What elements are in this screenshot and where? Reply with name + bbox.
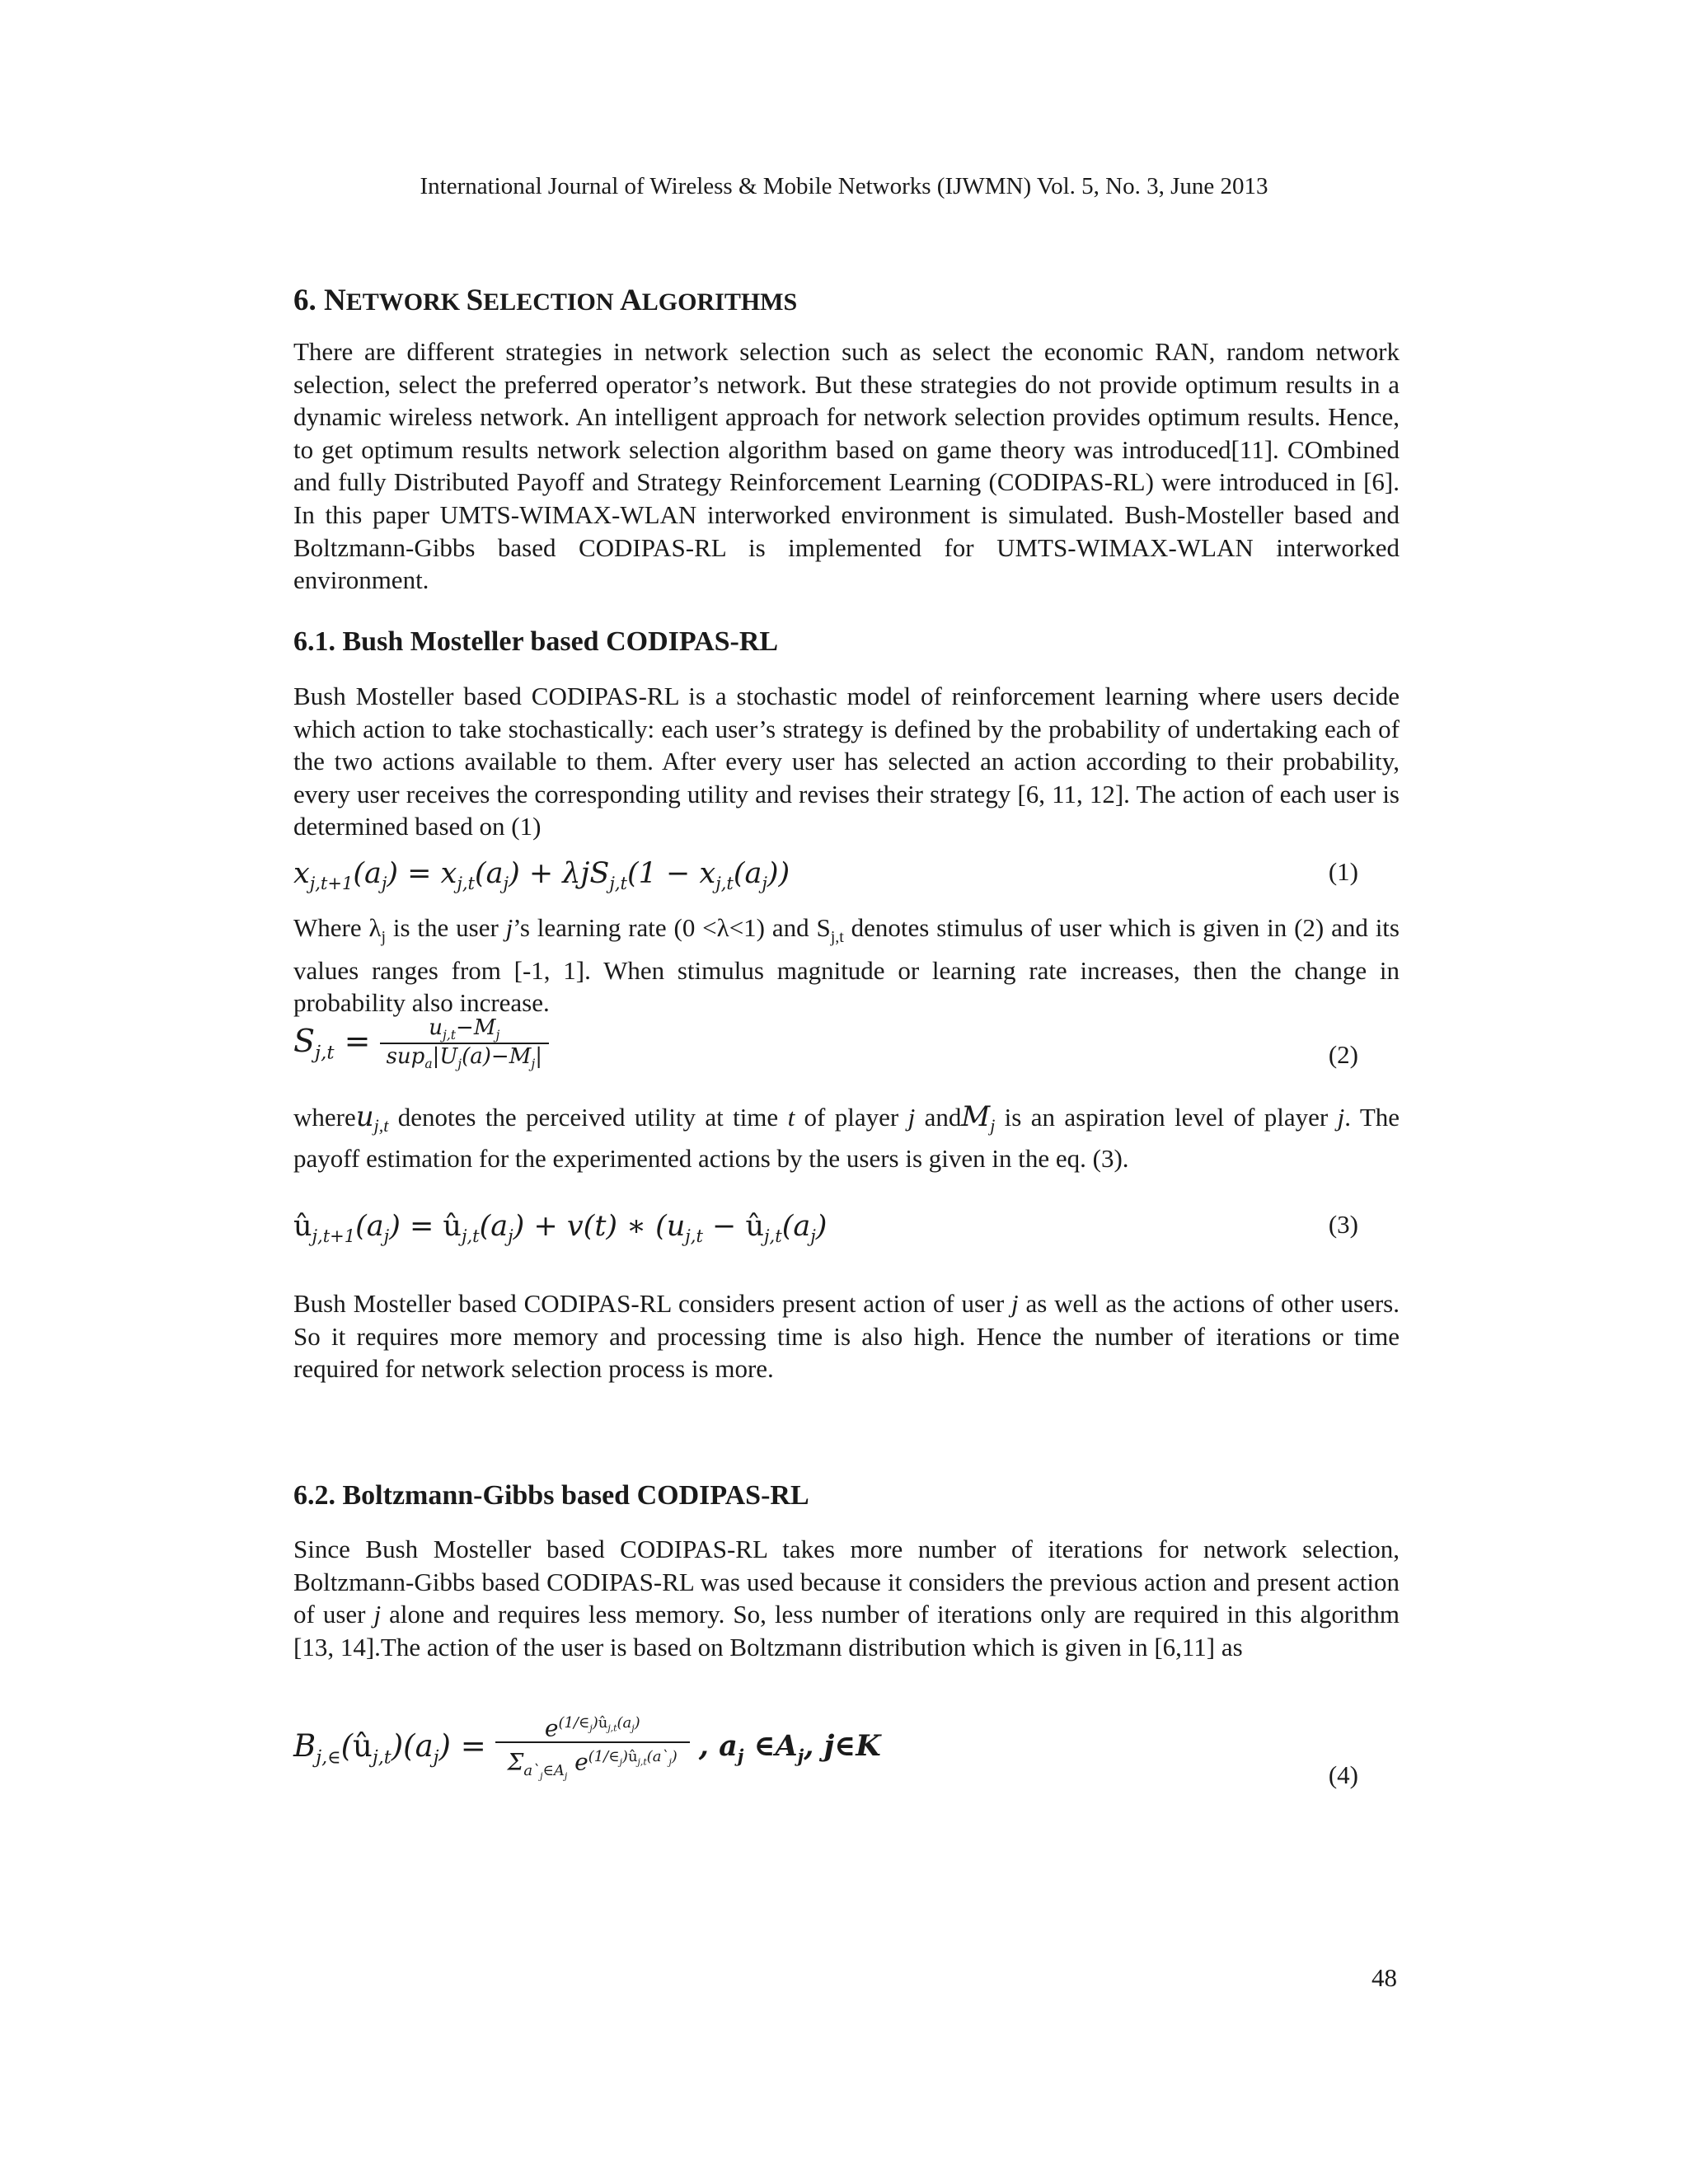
equation-4-denominator: $\Sigma_{a`_j\in A_j}$ $e^{(1/\in_j)û_{j,t}(a`_j)}$ — [495, 1741, 690, 1782]
section-6-1-body-2 — [293, 912, 1400, 1019]
section-6-1-paragraph-3: whereu$_{j,t}$ denotes the perceived utility at time t of player j andM$_j$ is an aspiration level of player j. The payoff estimation for the experimented actions by the users is given in the eq. (3). — [293, 1100, 1400, 1173]
equation-2-numerator: $u_{j,t}-M_j$ — [429, 1015, 500, 1043]
equation-4-fraction — [495, 1714, 690, 1782]
equation-1-body: $x_{j,t+1}(a_j) = x_{j,t}(a_j) + \lambda jS_{j,t}(1 - x_{j,t}(a_j))$ — [293, 857, 790, 893]
equation-4-number: (4) — [1328, 1760, 1358, 1789]
section-6-1-body-4 — [293, 1287, 1400, 1385]
section-6-2-heading: 6.2. Boltzmann-Gibbs based CODIPAS-RL — [293, 1480, 809, 1511]
running-header: International Journal of Wireless & Mobile Networks (IJWMN) Vol. 5, No. 3, June 2013 — [420, 173, 1268, 199]
section-6-2 — [293, 1480, 1400, 1511]
equation-1-number: (1) — [1328, 857, 1358, 886]
equation-2 — [293, 1015, 1358, 1071]
equation-4-numerator: $e^{(1/\in_j)û_{j,t}(a_j)}$ — [544, 1714, 640, 1742]
equation-4-lhs: $B_{j,\in}(û_{j,t})(a_j)$ = — [293, 1727, 486, 1769]
equation-4-rhs: , $a_j$ $\in A_j$, j∈K — [698, 1729, 881, 1767]
equation-2-fraction — [380, 1015, 549, 1071]
section-6-1 — [293, 626, 1400, 658]
section-6-2-body — [293, 1533, 1400, 1663]
section-6-paragraph: There are different strategies in network selection such as select the economic RAN, random network selection, select the preferred operator’s network. But these strategies do not provide optimum results in a dynamic wireless network. An intelligent approach for network selection provides optimum results. Hence, to get optimum results network selection algorithm based on game theory was introduced[11]. COmbined and fully Distributed Payoff and Strategy Reinforcement Learning (CODIPAS-RL) were introduced in [6]. In this paper UMTS-WIMAX-WLAN interworked environment is simulated. Bush-Mosteller based and Boltzmann-Gibbs based CODIPAS-RL is implemented for UMTS-WIMAX-WLAN interworked environment. — [293, 337, 1400, 595]
equation-3-body: $û_{j,t+1}(a_j)$ = $û_{j,t}(a_j) + v(t)$ ∗ ($u_{j,t}$ − $û_{j,t}(a_j)$ — [293, 1210, 828, 1246]
section-6-1-heading: 6.1. Bush Mosteller based CODIPAS-RL — [293, 626, 779, 657]
page-number: 48 — [1372, 1963, 1397, 1992]
equation-2-lhs: $S_{j,t}$ = — [293, 1022, 371, 1064]
section-6-1-body-1 — [293, 680, 1400, 843]
section-6-2-paragraph: Since Bush Mosteller based CODIPAS-RL takes more number of iterations for network selection, Boltzmann-Gibbs based CODIPAS-RL was used because it considers the previous action and present action of user j alone and requires less memory. So, less number of iterations only are required in this algorithm [13, 14].The action of the user is based on Boltzmann distribution which is given in [6,11] as — [293, 1535, 1400, 1661]
section-6 — [293, 283, 1400, 318]
equation-2-number: (2) — [1328, 1040, 1358, 1069]
section-6-1-paragraph-4: Bush Mosteller based CODIPAS-RL considers present action of user j as well as the actions of other users. So it requires more memory and processing time is also high. Hence the number of iterations or time required for network selection process is more. — [293, 1289, 1400, 1384]
equation-3 — [293, 1210, 1358, 1246]
equation-3-number: (3) — [1328, 1210, 1358, 1239]
section-6-1-body-3 — [293, 1101, 1400, 1174]
equation-2-denominator: $sup_a|U_j(a)-M_j|$ — [380, 1043, 549, 1071]
section-6-body — [293, 335, 1400, 597]
equation-1 — [293, 857, 1358, 893]
section-6-heading: 6. NETWORK SELECTION ALGORITHMS — [293, 284, 798, 317]
section-6-1-paragraph-2: Where $\lambda_j$ is the user j’s learning rate (0 <λ<1) and $S_{j,t}$ denotes stimulus of user which is given in (2) and its values ranges from [-1, 1]. When stimulus magnitude or learning rate increases, then the change in probability also increase. — [293, 913, 1400, 1018]
equation-4 — [293, 1714, 1358, 1789]
section-6-1-paragraph-1: Bush Mosteller based CODIPAS-RL is a stochastic model of reinforcement learning where users decide which action to take stochastically: each user’s strategy is defined by the probability of undertaking each of the two actions available to them. After every user has selected an action according to their probability, every user receives the corresponding utility and revises their strategy [6, 11, 12]. The action of each user is determined based on (1) — [293, 682, 1400, 841]
